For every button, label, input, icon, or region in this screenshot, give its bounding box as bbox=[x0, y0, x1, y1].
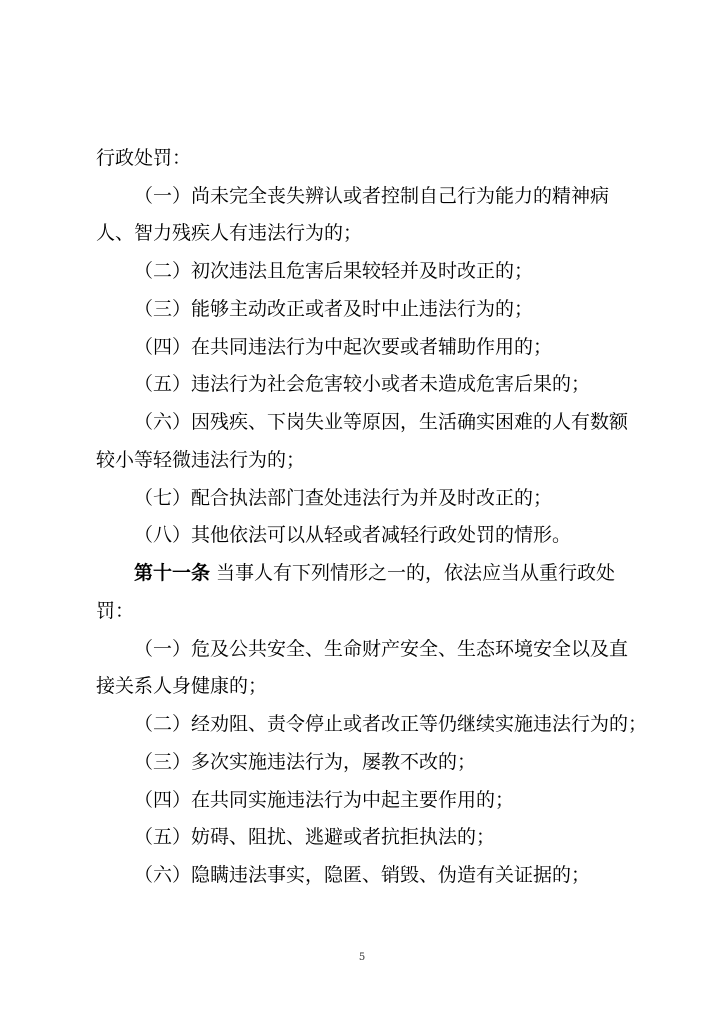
list-item-4: （四）在共同违法行为中起次要或者辅助作用的； bbox=[134, 336, 553, 358]
list-item-3: （三）能够主动改正或者及时中止违法行为的； bbox=[134, 298, 534, 320]
page-number: 5 bbox=[358, 952, 366, 963]
article-11-item-6: （六）隐瞒违法事实，隐匿、销毁、伪造有关证据的； bbox=[134, 864, 591, 886]
article-11-item-1-line1: （一）危及公共安全、生命财产安全、生态环境安全以及直 bbox=[134, 638, 629, 660]
article-11-item-3: （三）多次实施违法行为，屡教不改的； bbox=[134, 751, 477, 773]
list-item-1-line1: （一）尚未完全丧失辨认或者控制自己行为能力的精神病 bbox=[134, 185, 610, 207]
article-11-intro: 当事人有下列情形之一的，依法应当从重行政处 bbox=[210, 562, 616, 584]
article-11-item-4: （四）在共同实施违法行为中起主要作用的； bbox=[134, 789, 515, 811]
paragraph-continuation: 行政处罚： bbox=[96, 147, 192, 169]
list-item-7: （七）配合执法部门查处违法行为并及时改正的； bbox=[134, 487, 553, 509]
article-11-item-2: （二）经劝阻、责令停止或者改正等仍继续实施违法行为的； bbox=[134, 713, 648, 735]
list-item-6-line2: 较小等轻微违法行为的； bbox=[96, 449, 306, 471]
list-item-6-line1: （六）因残疾、下岗失业等原因，生活确实困难的人有数额 bbox=[134, 411, 629, 433]
list-item-5: （五）违法行为社会危害较小或者未造成危害后果的； bbox=[134, 373, 591, 395]
list-item-2: （二）初次违法且危害后果较轻并及时改正的； bbox=[134, 260, 534, 282]
article-11-item-5: （五）妨碍、阻扰、逃避或者抗拒执法的； bbox=[134, 826, 496, 848]
article-11-heading: 第十一条 bbox=[134, 562, 211, 584]
article-11-intro-line2: 罚： bbox=[96, 600, 135, 622]
article-11-heading-line bbox=[134, 560, 724, 586]
list-item-1-line2: 人、智力残疾人有违法行为的； bbox=[96, 222, 363, 244]
list-item-8: （八）其他依法可以从轻或者减轻行政处罚的情形。 bbox=[134, 524, 572, 546]
article-11-item-1-line2: 接关系人身健康的； bbox=[96, 675, 268, 697]
